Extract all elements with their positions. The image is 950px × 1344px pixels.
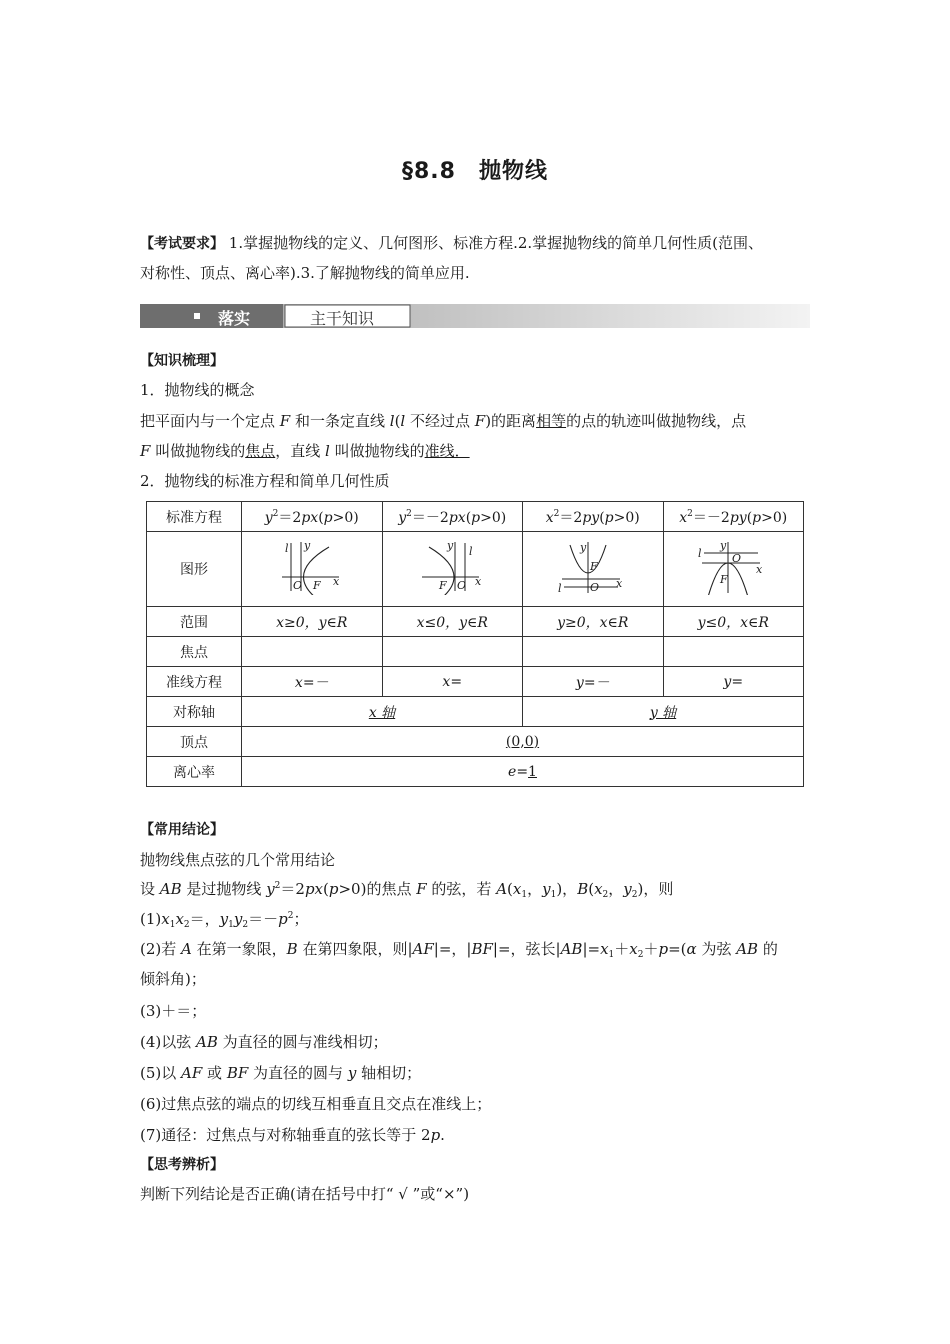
- def-var: l: [400, 412, 406, 430]
- c7-text: .: [440, 1126, 445, 1144]
- def-text: 叫做抛物线的: [150, 442, 246, 460]
- conclusions-intro: 抛物线焦点弦的几个常用结论: [140, 851, 336, 869]
- knowledge-heading: 【知识梳理】: [140, 353, 224, 369]
- table-row: [147, 727, 804, 757]
- standard-equation-4: $x^2=-2py(p>0)$: [663, 502, 804, 532]
- graph-label: l: [469, 545, 473, 558]
- row-label: 准线方程: [147, 667, 242, 697]
- directrix-cell: x=－: [242, 667, 383, 697]
- table-row: [147, 607, 804, 637]
- table-row: [147, 532, 804, 607]
- conclusions-heading: 【常用结论】: [140, 822, 224, 838]
- graph-label: l: [557, 582, 562, 595]
- def-text: 叫做抛物线的: [329, 442, 425, 460]
- c2-text: 在第四象限，则|: [297, 940, 413, 958]
- conclusion-3: (3)＋＝；: [140, 1002, 207, 1020]
- graph-label: F: [720, 573, 728, 586]
- eccentricity-prefix: e=: [508, 763, 529, 780]
- table-row: [147, 667, 804, 697]
- table-row: [147, 637, 804, 667]
- parabola-properties-table: [146, 501, 804, 787]
- def-text: ，直线: [275, 442, 325, 460]
- banner-right-label: 主干知识: [310, 309, 375, 328]
- banner-left-label: 落实: [218, 309, 251, 328]
- vertex-answer: (0,0): [505, 733, 540, 750]
- row-label: 离心率: [147, 757, 242, 787]
- conclusion-setup: 设 AB 是过抛物线 $y^2=2px(p>0)$的焦点 F 的弦，若 $A(x_1$，$y_1$)，$B(x_2$，$y_2$)，则: [140, 880, 674, 900]
- graph-label: F: [589, 560, 598, 573]
- c2-text: 在第一象限，: [191, 940, 287, 958]
- directrix-cell: y=－: [523, 667, 664, 697]
- vertex-cell: [242, 727, 804, 757]
- conclusion-6: (6)过焦点弦的端点的切线互相垂直且交点在准线上；: [140, 1095, 492, 1113]
- conclusion-1: $(1)x_1x_2=$，$y_1y_2=-p^2$；: [140, 910, 309, 930]
- focus-cell: [663, 637, 804, 667]
- def-var: F: [474, 412, 486, 430]
- c7-text: (7)通径：过焦点与对称轴垂直的弦长等于 2: [140, 1126, 431, 1144]
- graph-label: O: [589, 581, 599, 594]
- banner-bullet-icon: [194, 313, 200, 319]
- graph-label: y: [303, 539, 310, 552]
- c5-text: 为直径的圆与: [248, 1064, 348, 1082]
- c5-text: 轴相切；: [356, 1064, 422, 1082]
- range-cell: x≥0，y∈R: [242, 607, 383, 637]
- graph-label: F: [312, 579, 321, 592]
- row-label: 范围: [147, 607, 242, 637]
- graph-label: O: [292, 579, 302, 592]
- parabola-left-graph: [417, 539, 487, 595]
- c4-text: (4)以弦: [140, 1033, 197, 1051]
- graph-label: x: [615, 577, 622, 590]
- eccentricity-cell: [242, 757, 804, 787]
- def-text: (: [394, 412, 401, 430]
- section-banner: [140, 300, 810, 328]
- c2-text: |=，|: [433, 940, 472, 958]
- graph-label: x: [475, 575, 482, 588]
- range-cell: y≥0，x∈R: [523, 607, 664, 637]
- directrix-cell: x=: [382, 667, 523, 697]
- c4-text: 为直径的圆与准线相切；: [217, 1033, 388, 1051]
- standard-equation-3: $x^2=2py(p>0)$: [523, 502, 664, 532]
- conclusion-5: (5)以 AF 或 BF 为直径的圆与 y 轴相切；: [140, 1064, 422, 1082]
- axis-cell-x: [242, 697, 523, 727]
- graph-label: l: [284, 542, 289, 555]
- requirement-line-1: [140, 228, 810, 259]
- table-row: [147, 757, 804, 787]
- requirement-line-2: 对称性、顶点、离心率).3.了解抛物线的简单应用.: [140, 264, 470, 282]
- graph-label: O: [457, 579, 467, 592]
- table-row: [147, 502, 804, 532]
- def-var: F: [279, 412, 291, 430]
- graph-cell-2: [382, 532, 523, 607]
- c2-text: =(: [668, 940, 687, 958]
- def-text: 把平面内与一个定点: [140, 412, 280, 430]
- range-cell: y≤0，x∈R: [663, 607, 804, 637]
- graph-label: O: [732, 552, 742, 565]
- thinking-text: 判断下列结论是否正确(请在括号中打“ √ ”或“×”): [140, 1185, 470, 1203]
- focus-cell: [382, 637, 523, 667]
- conclusion-number: (1): [140, 910, 162, 928]
- graph-label: y: [720, 539, 727, 552]
- row-label: 对称轴: [147, 697, 242, 727]
- axis-cell-y: [523, 697, 804, 727]
- def-text: 不经过点: [405, 412, 475, 430]
- c5-text: 或: [202, 1064, 227, 1082]
- def-text: 和一条定直线: [290, 412, 390, 430]
- graph-label: y: [579, 541, 586, 554]
- focus-cell: [523, 637, 664, 667]
- parabola-right-graph: [277, 539, 347, 595]
- concept-title: 1．抛物线的概念: [140, 381, 255, 399]
- standard-equation-1: $y^2=2px(p>0)$: [242, 502, 383, 532]
- def-text: 的点的轨迹叫做抛物线，点: [566, 412, 747, 430]
- axis-answer: x 轴: [368, 704, 396, 721]
- graph-label: x: [756, 563, 763, 576]
- graph-cell-3: [523, 532, 664, 607]
- table-row: [147, 697, 804, 727]
- graph-cell-1: [242, 532, 383, 607]
- c2-text: |=，弦长|: [492, 940, 561, 958]
- graph-cell-4: [663, 532, 804, 607]
- properties-title: 2．抛物线的标准方程和简单几何性质: [140, 472, 390, 490]
- def-var: F: [140, 442, 151, 460]
- row-label: 图形: [147, 532, 242, 607]
- conclusion-2-cont: 倾斜角)；: [140, 970, 206, 988]
- def-answer-equal: 相等: [536, 412, 567, 430]
- def-var: l: [325, 442, 330, 460]
- eccentricity-answer: 1: [528, 763, 537, 780]
- definition-line-1: [140, 406, 810, 436]
- def-var: l: [389, 412, 395, 430]
- def-answer-directrix: 准线．: [424, 442, 470, 460]
- definition-line-2: [140, 436, 810, 466]
- c5-text: (5)以: [140, 1064, 182, 1082]
- c2-text: (2)若: [140, 940, 182, 958]
- graph-label: F: [439, 579, 447, 592]
- row-label: 顶点: [147, 727, 242, 757]
- graph-label: y: [447, 539, 454, 552]
- axis-answer: y 轴: [649, 704, 677, 721]
- graph-label: x: [332, 575, 339, 588]
- c2-text: 为弦: [696, 940, 737, 958]
- thinking-heading: 【思考辨析】: [140, 1157, 224, 1173]
- requirement-label: 【考试要求】: [140, 236, 224, 252]
- row-label: 焦点: [147, 637, 242, 667]
- conclusion-7: (7)通径：过焦点与对称轴垂直的弦长等于 2p.: [140, 1126, 445, 1144]
- directrix-cell: y=: [663, 667, 804, 697]
- def-text: )的距离: [485, 412, 537, 430]
- range-cell: x≤0，y∈R: [382, 607, 523, 637]
- page-title: §8.8 抛物线: [402, 159, 548, 184]
- standard-equation-2: $y^2=-2px(p>0)$: [382, 502, 523, 532]
- parabola-up-graph: [558, 539, 628, 595]
- c2-text: 的: [758, 940, 778, 958]
- graph-label: l: [698, 547, 702, 560]
- parabola-down-graph: [698, 539, 768, 595]
- requirement-text-1: 1.掌握抛物线的定义、几何图形、标准方程.2.掌握抛物线的简单几何性质(范围、: [228, 234, 764, 252]
- c2-text: |=: [582, 940, 601, 958]
- conclusion-2: (2)若 A 在第一象限，B 在第四象限，则|AF|=，|BF|=，弦长$|AB|=x_1+x_2+p=(\alpha$ 为弦 AB 的: [140, 940, 778, 960]
- row-label: 标准方程: [147, 502, 242, 532]
- def-answer-focus: 焦点: [245, 442, 276, 460]
- conclusion-4: (4)以弦 AB 为直径的圆与准线相切；: [140, 1033, 388, 1051]
- focus-cell: [242, 637, 383, 667]
